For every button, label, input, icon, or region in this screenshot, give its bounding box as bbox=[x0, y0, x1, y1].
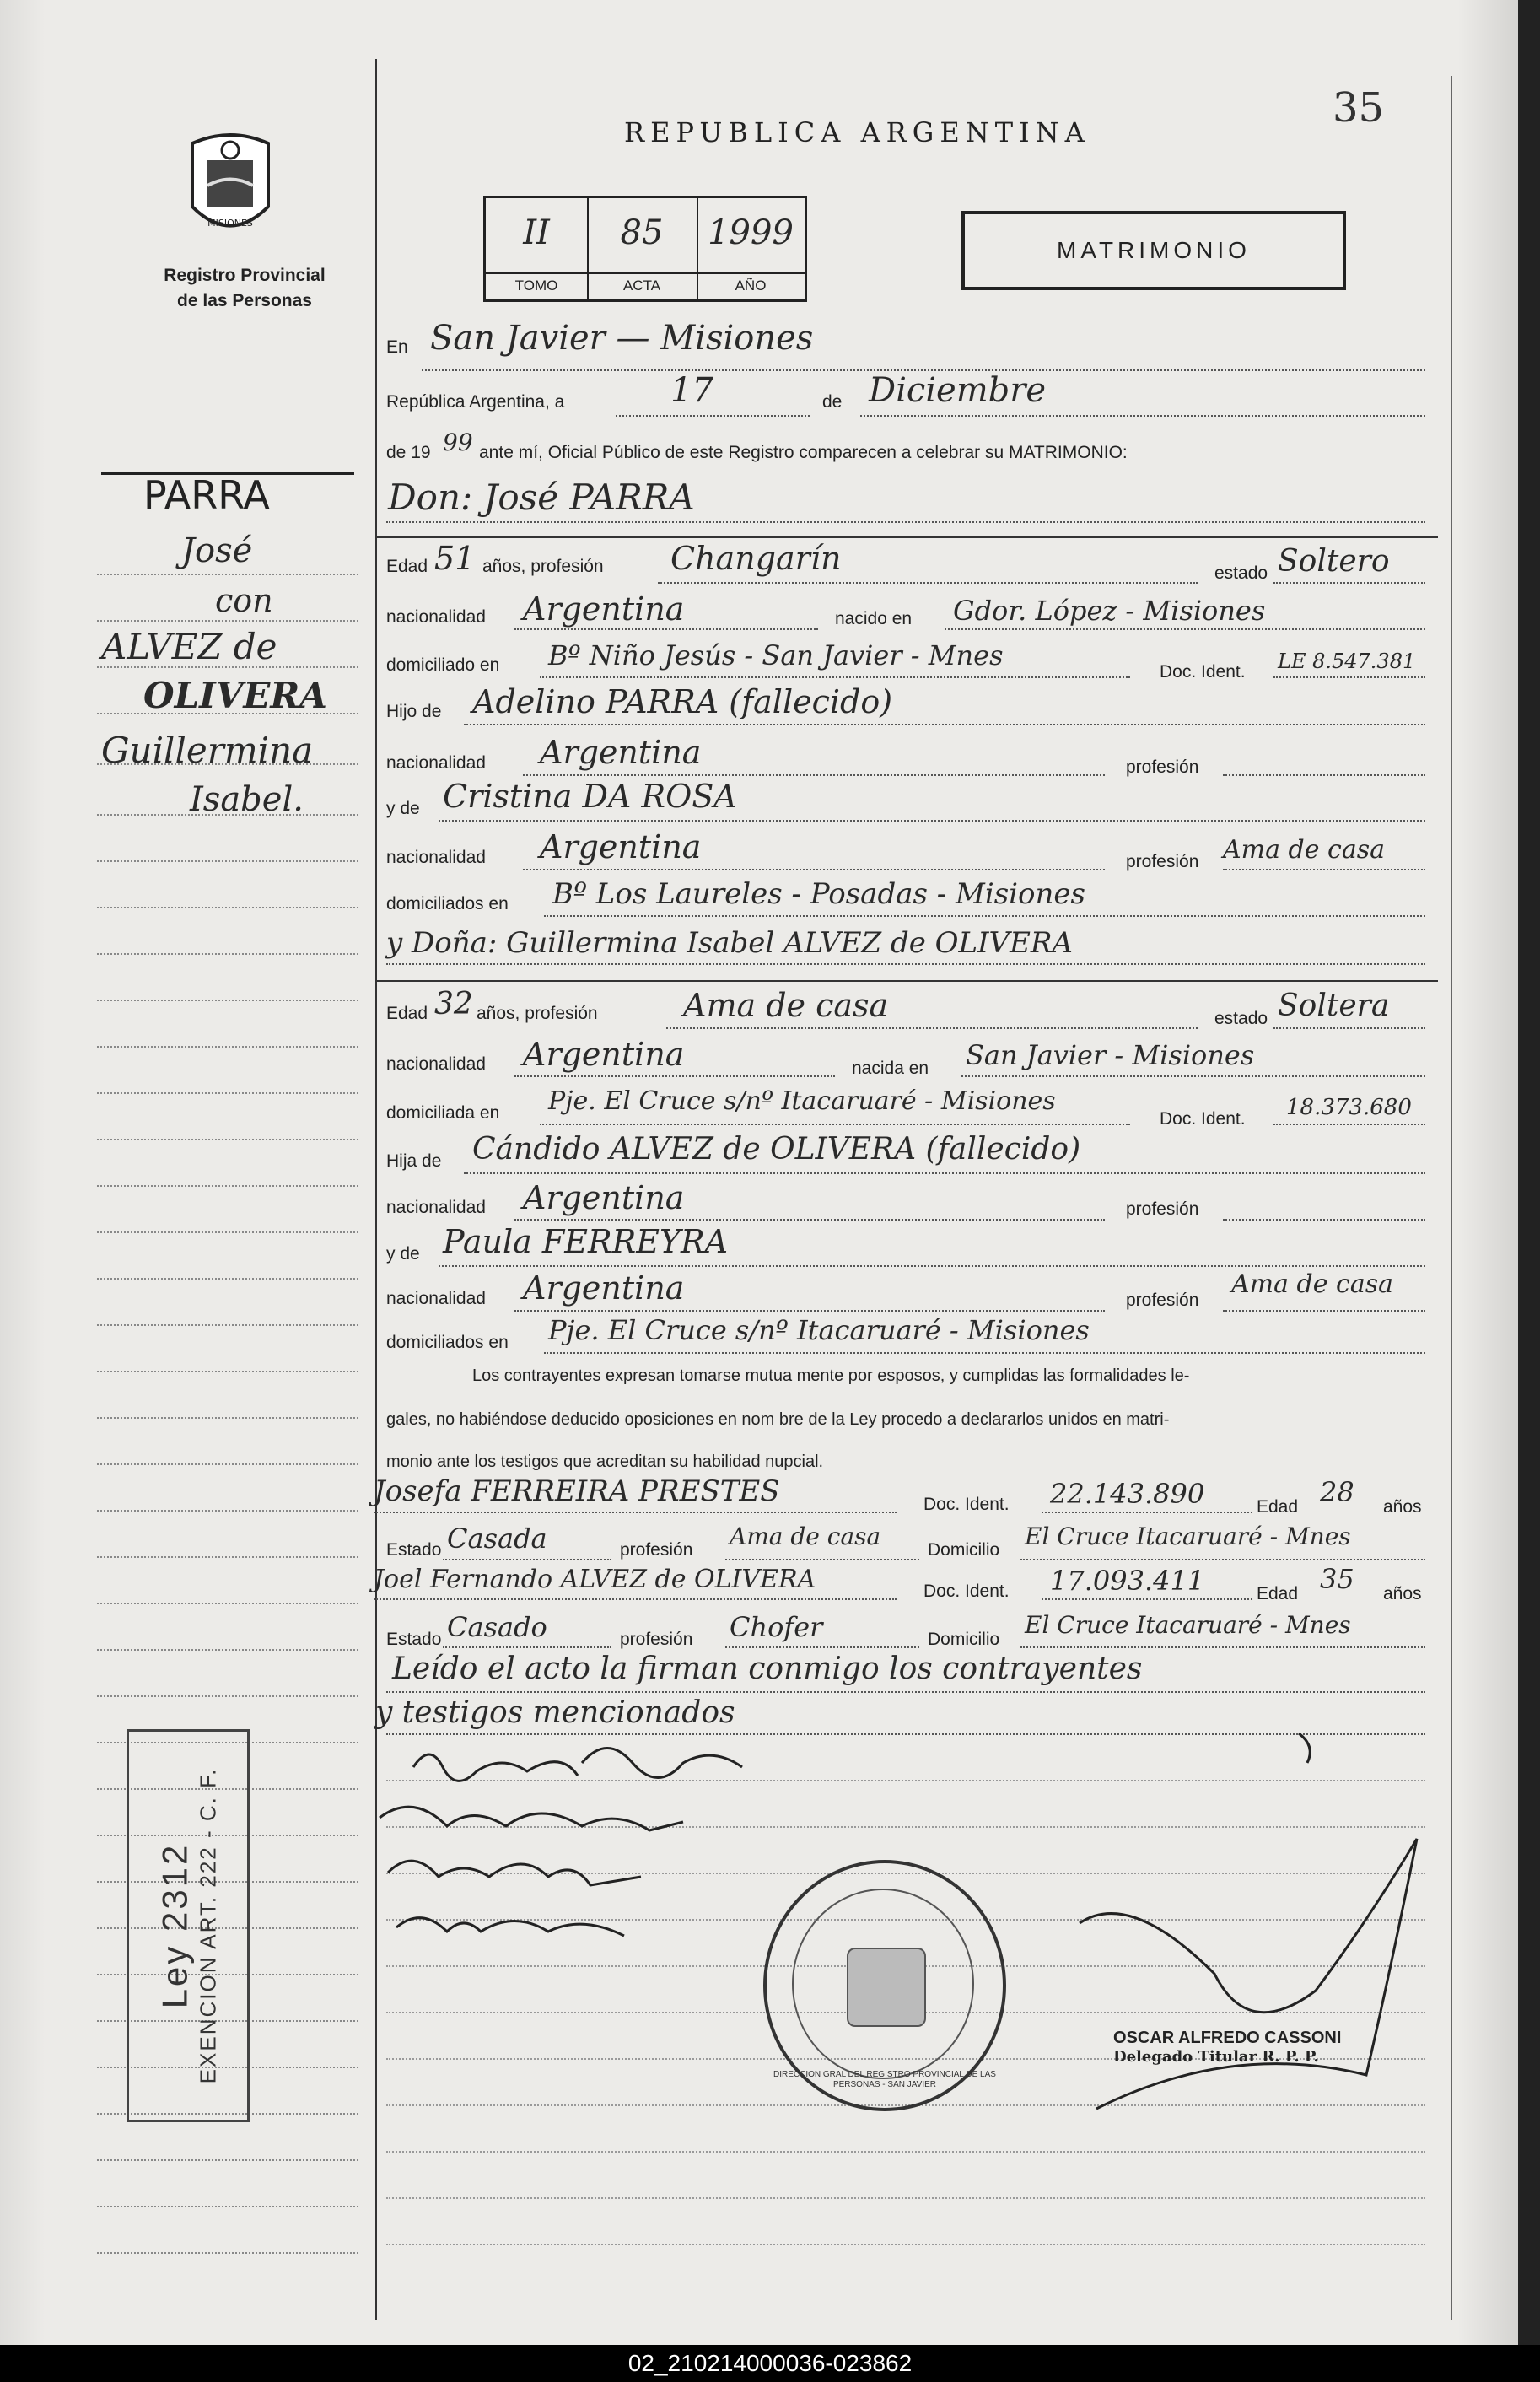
witness2-estado-label: Estado bbox=[386, 1630, 442, 1649]
groom-yde-label: y de bbox=[386, 799, 420, 818]
province-seal bbox=[184, 127, 277, 240]
country-title: REPUBLICA ARGENTINA bbox=[624, 116, 1090, 148]
round-stamp bbox=[763, 1860, 1006, 2111]
groom-mother-nationality: Argentina bbox=[540, 828, 702, 865]
ano-label: AÑO bbox=[697, 272, 805, 294]
acta-value: 85 bbox=[620, 213, 664, 252]
de-label: de bbox=[822, 392, 843, 412]
bride-estado-label: estado bbox=[1214, 1009, 1268, 1028]
witness1-domicilio-label: Domicilio bbox=[928, 1540, 1000, 1560]
groom-mother-nacionalidad-label: nacionalidad bbox=[386, 848, 486, 867]
bride-father-profesion-label: profesión bbox=[1126, 1199, 1199, 1219]
groom-nacionalidad-label: nacionalidad bbox=[386, 607, 486, 627]
groom-domicile: Bº Niño Jesús - San Javier - Mnes bbox=[548, 639, 1004, 671]
type-box: MATRIMONIO bbox=[961, 211, 1346, 290]
margin-con: con bbox=[215, 582, 273, 619]
groom-intro: Don: José PARRA bbox=[388, 477, 695, 518]
official-stamp bbox=[1113, 2029, 1341, 2066]
bride-status: Soltera bbox=[1278, 989, 1390, 1023]
witness2-profession: Chofer bbox=[730, 1611, 823, 1643]
acta-cell bbox=[587, 198, 698, 299]
groom-age: 51 bbox=[434, 540, 476, 577]
bride-doc-label: Doc. Ident. bbox=[1160, 1109, 1246, 1129]
bride-mother-nationality: Argentina bbox=[523, 1269, 685, 1307]
witness1-doc-label: Doc. Ident. bbox=[923, 1495, 1010, 1514]
image-footer: 02_210214000036-023862 bbox=[0, 2345, 1540, 2382]
margin-spouse-name-1: Guillermina bbox=[101, 730, 314, 771]
witness1-estado-label: Estado bbox=[386, 1540, 442, 1560]
round-stamp-text: DIRECCION GRAL DEL REGISTRO PROVINCIAL DE LAS PERSONAS - SAN JAVIER bbox=[773, 2070, 996, 2089]
bride-intro: y Doña: Guillermina Isabel ALVEZ de OLIVERA bbox=[386, 926, 1074, 960]
closing-line-1: Leído el acto la firman conmigo los contrayentes bbox=[392, 1652, 1143, 1686]
groom-estado-label: estado bbox=[1214, 563, 1268, 583]
witness2-anos-label: años bbox=[1383, 1584, 1422, 1603]
witness1-status: Casada bbox=[447, 1522, 547, 1555]
bride-father-nationality: Argentina bbox=[523, 1179, 685, 1216]
registry-line-2: de las Personas bbox=[177, 291, 312, 310]
registry-name bbox=[127, 263, 363, 314]
en-label: En bbox=[386, 337, 408, 357]
bride-mother-profession: Ama de casa bbox=[1231, 1269, 1393, 1299]
witness2-status: Casado bbox=[447, 1611, 547, 1643]
place: San Javier — Misiones bbox=[430, 319, 814, 358]
bride-doc: 18.373.680 bbox=[1286, 1095, 1412, 1120]
groom-father-nacionalidad-label: nacionalidad bbox=[386, 753, 486, 773]
bride-nacionalidad-label: nacionalidad bbox=[386, 1054, 486, 1074]
page-number: 35 bbox=[1333, 84, 1385, 132]
witness1-age: 28 bbox=[1320, 1476, 1354, 1508]
witness1-profession: Ama de casa bbox=[730, 1522, 881, 1550]
witness2-doc-label: Doc. Ident. bbox=[923, 1582, 1010, 1601]
witness2-domicilio-label: Domicilio bbox=[928, 1630, 1000, 1649]
witness1-anos-label: años bbox=[1383, 1497, 1422, 1517]
groom-nacido-label: nacido en bbox=[835, 609, 913, 628]
groom-edad-label: Edad bbox=[386, 557, 428, 576]
closing-line-2: y testigos mencionados bbox=[375, 1695, 735, 1730]
year-suffix: 99 bbox=[443, 428, 473, 456]
witness1-domicile: El Cruce Itacaruaré - Mnes bbox=[1025, 1522, 1351, 1550]
bride-father-nacionalidad-label: nacionalidad bbox=[386, 1198, 486, 1217]
groom-father-nationality: Argentina bbox=[540, 734, 702, 771]
groom-doc-label: Doc. Ident. bbox=[1160, 662, 1246, 682]
groom-nationality: Argentina bbox=[523, 590, 685, 628]
margin-spouse-surname-1: ALVEZ de bbox=[101, 626, 277, 667]
legal-line-2: gales, no habiéndose deducido oposiciones en nom bre de la Ley procedo a declararlos unidos en matri- bbox=[386, 1410, 1170, 1429]
signature-witness1 bbox=[388, 1861, 641, 1885]
witness1-doc: 22.143.890 bbox=[1050, 1478, 1205, 1510]
groom-doc: LE 8.547.381 bbox=[1278, 649, 1416, 673]
groom-domiciliado-label: domiciliado en bbox=[386, 655, 500, 675]
exemption-article: EXENCION ART. 222 - C. F. bbox=[195, 1767, 221, 2084]
bride-mother-nacionalidad-label: nacionalidad bbox=[386, 1289, 486, 1308]
tomo-cell bbox=[486, 198, 589, 299]
bride-parents-domicile-label: domiciliados en bbox=[386, 1333, 509, 1352]
groom-profession: Changarín bbox=[670, 540, 842, 577]
acta-label: ACTA bbox=[587, 272, 697, 294]
bride-parents-domicile: Pje. El Cruce s/nº Itacaruaré - Misiones bbox=[548, 1314, 1090, 1346]
exemption-stamp bbox=[127, 1729, 250, 2122]
signature-bride bbox=[380, 1807, 683, 1830]
groom-birthplace: Gdor. López - Misiones bbox=[953, 595, 1266, 627]
bride-nacida-label: nacida en bbox=[852, 1059, 929, 1078]
signature-official bbox=[1080, 1839, 1417, 2109]
witness2-profesion-label: profesión bbox=[620, 1630, 693, 1649]
groom-profesion-label: años, profesión bbox=[482, 557, 604, 576]
bride-profesion-label: años, profesión bbox=[477, 1004, 598, 1023]
hijo-label: Hijo de bbox=[386, 702, 442, 721]
groom-father: Adelino PARRA (fallecido) bbox=[472, 683, 893, 720]
witness2-name: Joel Fernando ALVEZ de OLIVERA bbox=[374, 1565, 816, 1594]
registry-line-1: Registro Provincial bbox=[164, 266, 326, 285]
groom-parents-domicile-label: domiciliados en bbox=[386, 894, 509, 913]
legal-line-1: Los contrayentes expresan tomarse mutua mente por esposos, y cumplidas las formalidades le- bbox=[472, 1366, 1190, 1385]
bride-profession: Ama de casa bbox=[683, 987, 889, 1024]
bride-birthplace: San Javier - Misiones bbox=[966, 1039, 1255, 1071]
margin-name: José bbox=[181, 531, 253, 570]
groom-status: Soltero bbox=[1278, 544, 1390, 579]
bride-domicile: Pje. El Cruce s/nº Itacaruaré - Misiones bbox=[548, 1086, 1056, 1116]
year-prefix: de 19 bbox=[386, 443, 431, 462]
witness1-profesion-label: profesión bbox=[620, 1540, 693, 1560]
record-box bbox=[483, 196, 807, 302]
witness1-name: Josefa FERREIRA PRESTES bbox=[374, 1474, 780, 1508]
seal-label: MISIONES bbox=[207, 218, 253, 229]
year-text: ante mí, Oficial Público de este Registro comparecen a celebrar su MATRIMONIO: bbox=[479, 443, 1128, 462]
bride-yde-label: y de bbox=[386, 1244, 420, 1264]
groom-father-profesion-label: profesión bbox=[1126, 757, 1199, 777]
witness1-edad-label: Edad bbox=[1257, 1497, 1299, 1517]
groom-mother-profession: Ama de casa bbox=[1223, 835, 1385, 865]
bride-mother: Paula FERREYRA bbox=[443, 1223, 729, 1260]
margin-spouse-surname-2: OLIVERA bbox=[143, 675, 327, 716]
margin-spouse-name-2: Isabel. bbox=[190, 780, 304, 819]
month: Diciembre bbox=[869, 371, 1047, 410]
ano-cell bbox=[697, 198, 805, 299]
signature-witness2 bbox=[396, 1918, 624, 1936]
tomo-label: TOMO bbox=[486, 272, 587, 294]
legal-line-3: monio ante los testigos que acreditan su habilidad nupcial. bbox=[386, 1452, 824, 1471]
exemption-law: Ley 2312 bbox=[154, 1842, 195, 2009]
bride-age: 32 bbox=[434, 987, 473, 1021]
official-name: OSCAR ALFREDO CASSONI bbox=[1113, 2029, 1342, 2047]
bride-father: Cándido ALVEZ de OLIVERA (fallecido) bbox=[472, 1132, 1081, 1167]
witness2-age: 35 bbox=[1320, 1563, 1354, 1595]
republica-label: República Argentina, a bbox=[386, 392, 565, 412]
groom-mother: Cristina DA ROSA bbox=[443, 778, 737, 815]
ano-value: 1999 bbox=[708, 213, 794, 252]
bride-edad-label: Edad bbox=[386, 1004, 428, 1023]
signature-groom bbox=[413, 1754, 578, 1781]
hija-label: Hija de bbox=[386, 1151, 442, 1171]
bride-domiciliada-label: domiciliada en bbox=[386, 1103, 500, 1123]
witness2-edad-label: Edad bbox=[1257, 1584, 1299, 1603]
tomo-value: II bbox=[523, 213, 550, 252]
groom-parents-domicile: Bº Los Laureles - Posadas - Misiones bbox=[552, 877, 1085, 911]
witness2-doc: 17.093.411 bbox=[1050, 1565, 1205, 1597]
official-title: Delegado Titular R. P. P. bbox=[1113, 2048, 1319, 2066]
bride-mother-profesion-label: profesión bbox=[1126, 1291, 1199, 1310]
groom-mother-profesion-label: profesión bbox=[1126, 852, 1199, 871]
margin-surname: PARRA bbox=[143, 472, 270, 518]
bride-nationality: Argentina bbox=[523, 1036, 685, 1073]
witness2-domicile: El Cruce Itacaruaré - Mnes bbox=[1025, 1611, 1351, 1639]
day: 17 bbox=[670, 371, 713, 410]
